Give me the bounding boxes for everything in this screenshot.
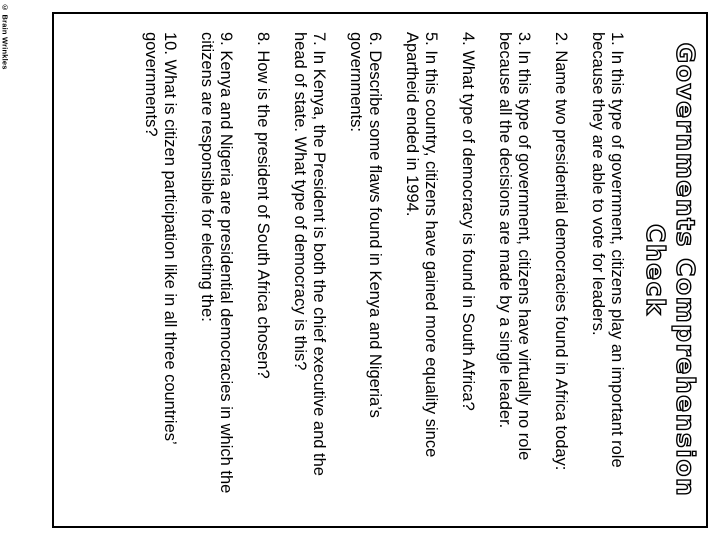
question-1: 1. In this type of government, citizens play an important role because they are able to vote for leaders.	[589, 32, 626, 468]
worksheet-title: Governments Comprehension Check	[641, 42, 700, 498]
question-3: 3. In this type of government, citizens have virtually no role because all the decisions are made by a single leader.	[496, 32, 533, 461]
worksheet-content	[54, 14, 706, 526]
question-6: 6. Describe some flaws found in Kenya and Nigeria’s governments:	[347, 32, 384, 418]
question-10: 10. What is citizen participation like in all three countries’ governments?	[142, 32, 179, 445]
copyright-text: © Brain Wrinkles	[0, 3, 10, 70]
question-2: 2. Name two presidential democracies found in Africa today:	[552, 32, 570, 471]
question-9: 9. Kenya and Nigeria are presidential democracies in which the citizens are responsible for electing the:	[198, 32, 235, 494]
copyright-strip	[0, 0, 12, 540]
worksheet-frame	[52, 12, 708, 528]
question-8: 8. How is the president of South Africa chosen?	[254, 32, 272, 379]
question-5: 5. In this country, citizens have gained more equality since Apartheid ended in 1994.	[403, 32, 440, 458]
question-4: 4. What type of democracy is found in South Africa?	[459, 32, 477, 411]
question-7: 7. In Kenya, the President is both the chief executive and the head of state. What type of democracy is this?	[291, 32, 328, 476]
